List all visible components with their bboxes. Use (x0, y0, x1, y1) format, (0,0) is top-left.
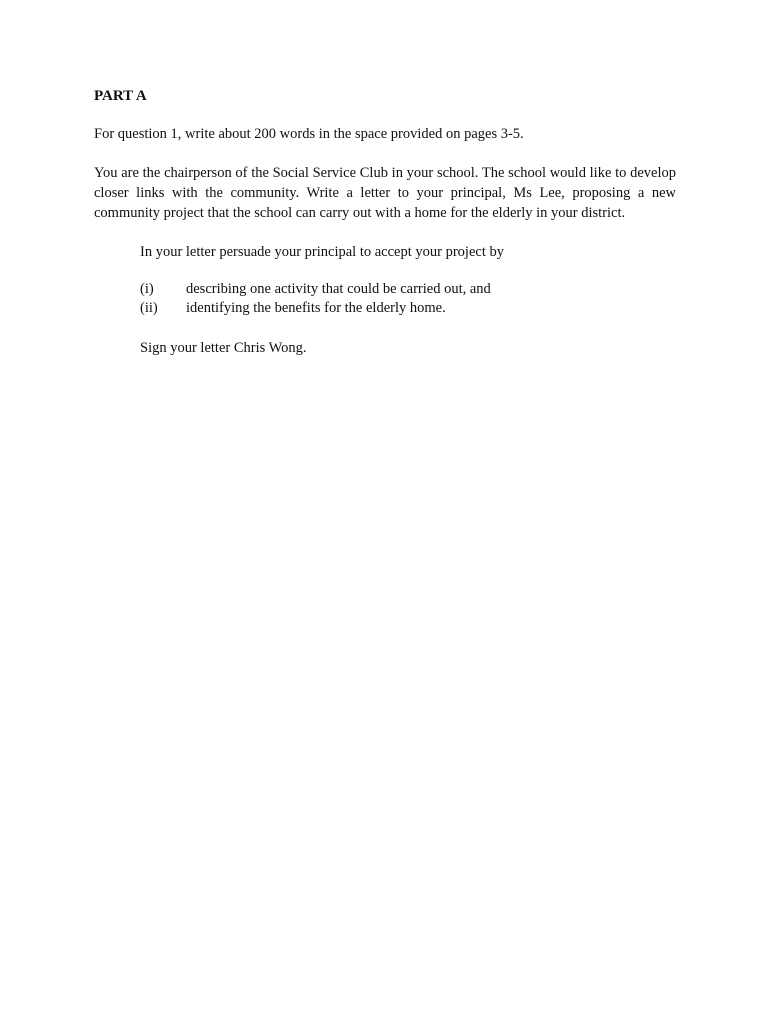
list-item (140, 280, 676, 299)
list-item-text: identifying the benefits for the elderly home. (186, 300, 446, 316)
persuade-instruction: In your letter persuade your principal to accept your project by (140, 244, 504, 260)
list-item (140, 299, 676, 318)
task-description: You are the chairperson of the Social Service Club in your school. The school would like to develop closer links with the community. Write a letter to your principal, Ms Lee, proposing a new community project that the school can carry out with a home for the elderly in your district. (94, 165, 676, 221)
sign-instruction: Sign your letter Chris Wong. (140, 340, 307, 356)
requirement-list (140, 280, 676, 318)
question-instruction: For question 1, write about 200 words in the space provided on pages 3-5. (94, 126, 524, 142)
list-marker: (i) (140, 281, 154, 297)
task-requirements (140, 242, 676, 358)
section-heading: PART A (94, 88, 147, 104)
document-page (94, 86, 676, 358)
list-item-text: describing one activity that could be carried out, and (186, 281, 491, 297)
list-marker: (ii) (140, 300, 158, 316)
